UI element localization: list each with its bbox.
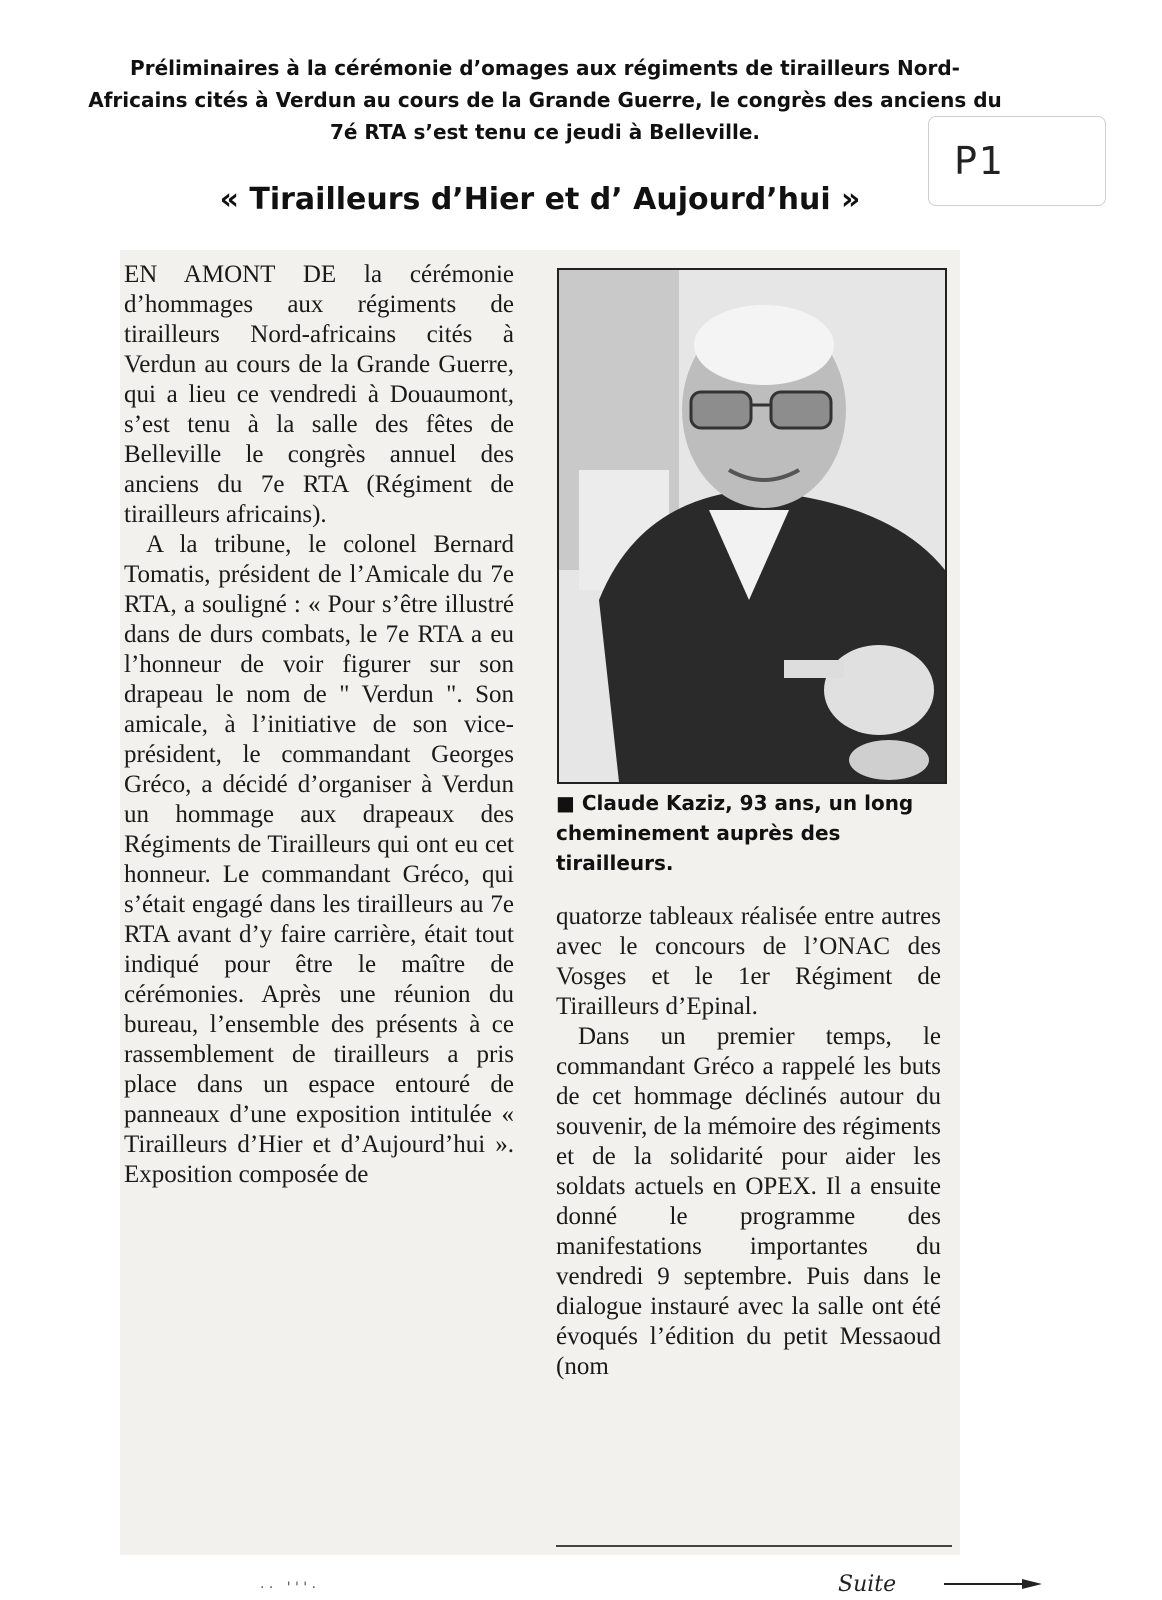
clipping-bottom-rule [556,1545,952,1547]
paragraph: Dans un premier temps, le commandant Gréco a rappelé les buts de cet hommage déclinés autour du souvenir, de la mémoire des régiments et de la solidarité pour aider les soldats actuels en OPEX. Il a ensuite donné le programme des manifestations importantes du vendredi 9 septembre. Puis dans le dialogue instauré avec la salle ont été évoqués l’édition du petit Messaoud (nom [556,1023,941,1380]
scan-smudge: · · ' ' ' · [260,1580,317,1596]
article-title: « Tirailleurs d’Hier et d’ Aujourd’hui » [219,182,861,217]
article-column-left [124,260,514,1190]
portrait-illustration [559,270,945,782]
paragraph: quatorze tableaux réalisée entre autres avec le concours de l’ONAC des Vosges et le 1er Régiment de Tirailleurs d’Epinal. [556,903,941,1020]
continued-note: Suite [838,1572,897,1597]
page-label-box [928,116,1106,206]
intro-text: Préliminaires à la cérémonie d’omages aux régiments de tirailleurs Nord- Africains cités à Verdun au cours de la Grande Guerre, le congrès des anciens du 7é RTA s’est tenu ce jeudi à Belleville. [88,56,1002,144]
page-label: P1 [954,139,1006,183]
paragraph: EN AMONT DE la cérémonie d’hommages aux régiments de tirailleurs Nord-africains cités à Verdun au cours de la Grande Guerre, qui a lieu ce vendredi à Douaumont, s’est tenu à la salle des fêtes de Belleville le congrès annuel des anciens du 7e RTA (Régiment de tirailleurs africains). [124,261,514,528]
arrow-right-icon [944,1577,1044,1591]
photo-caption: ■ Claude Kaziz, 93 ans, un long cheminement auprès des tirailleurs. [556,791,914,875]
article-column-right [556,902,941,1382]
portrait-photo [557,268,947,784]
paragraph: A la tribune, le colonel Bernard Tomatis, président de l’Amicale du 7e RTA, a souligné : « Pour s’être illustré dans de durs combats, le 7e RTA a eu l’honneur de voir figurer sur son drapeau le nom de " Verdun ". Son amicale, à l’initiative de son vice-président, le commandant Georges Gréco, a décidé d’organiser à Verdun un hommage aux drapeaux des Régiments de Tirailleurs qui ont eu cet honneur. Le commandant Gréco, qui s’était engagé dans les tirailleurs au 7e RTA avant d’y faire carrière, était tout indiqué pour être le maître de cérémonies. Après une réunion du bureau, l’ensemble des présents à ce rassemblement de tirailleurs a pris place dans un espace entouré de panneaux d’une exposition intitulée « Tirailleurs d’Hier et d’Aujourd’hui ». Exposition composée de [124,531,514,1188]
